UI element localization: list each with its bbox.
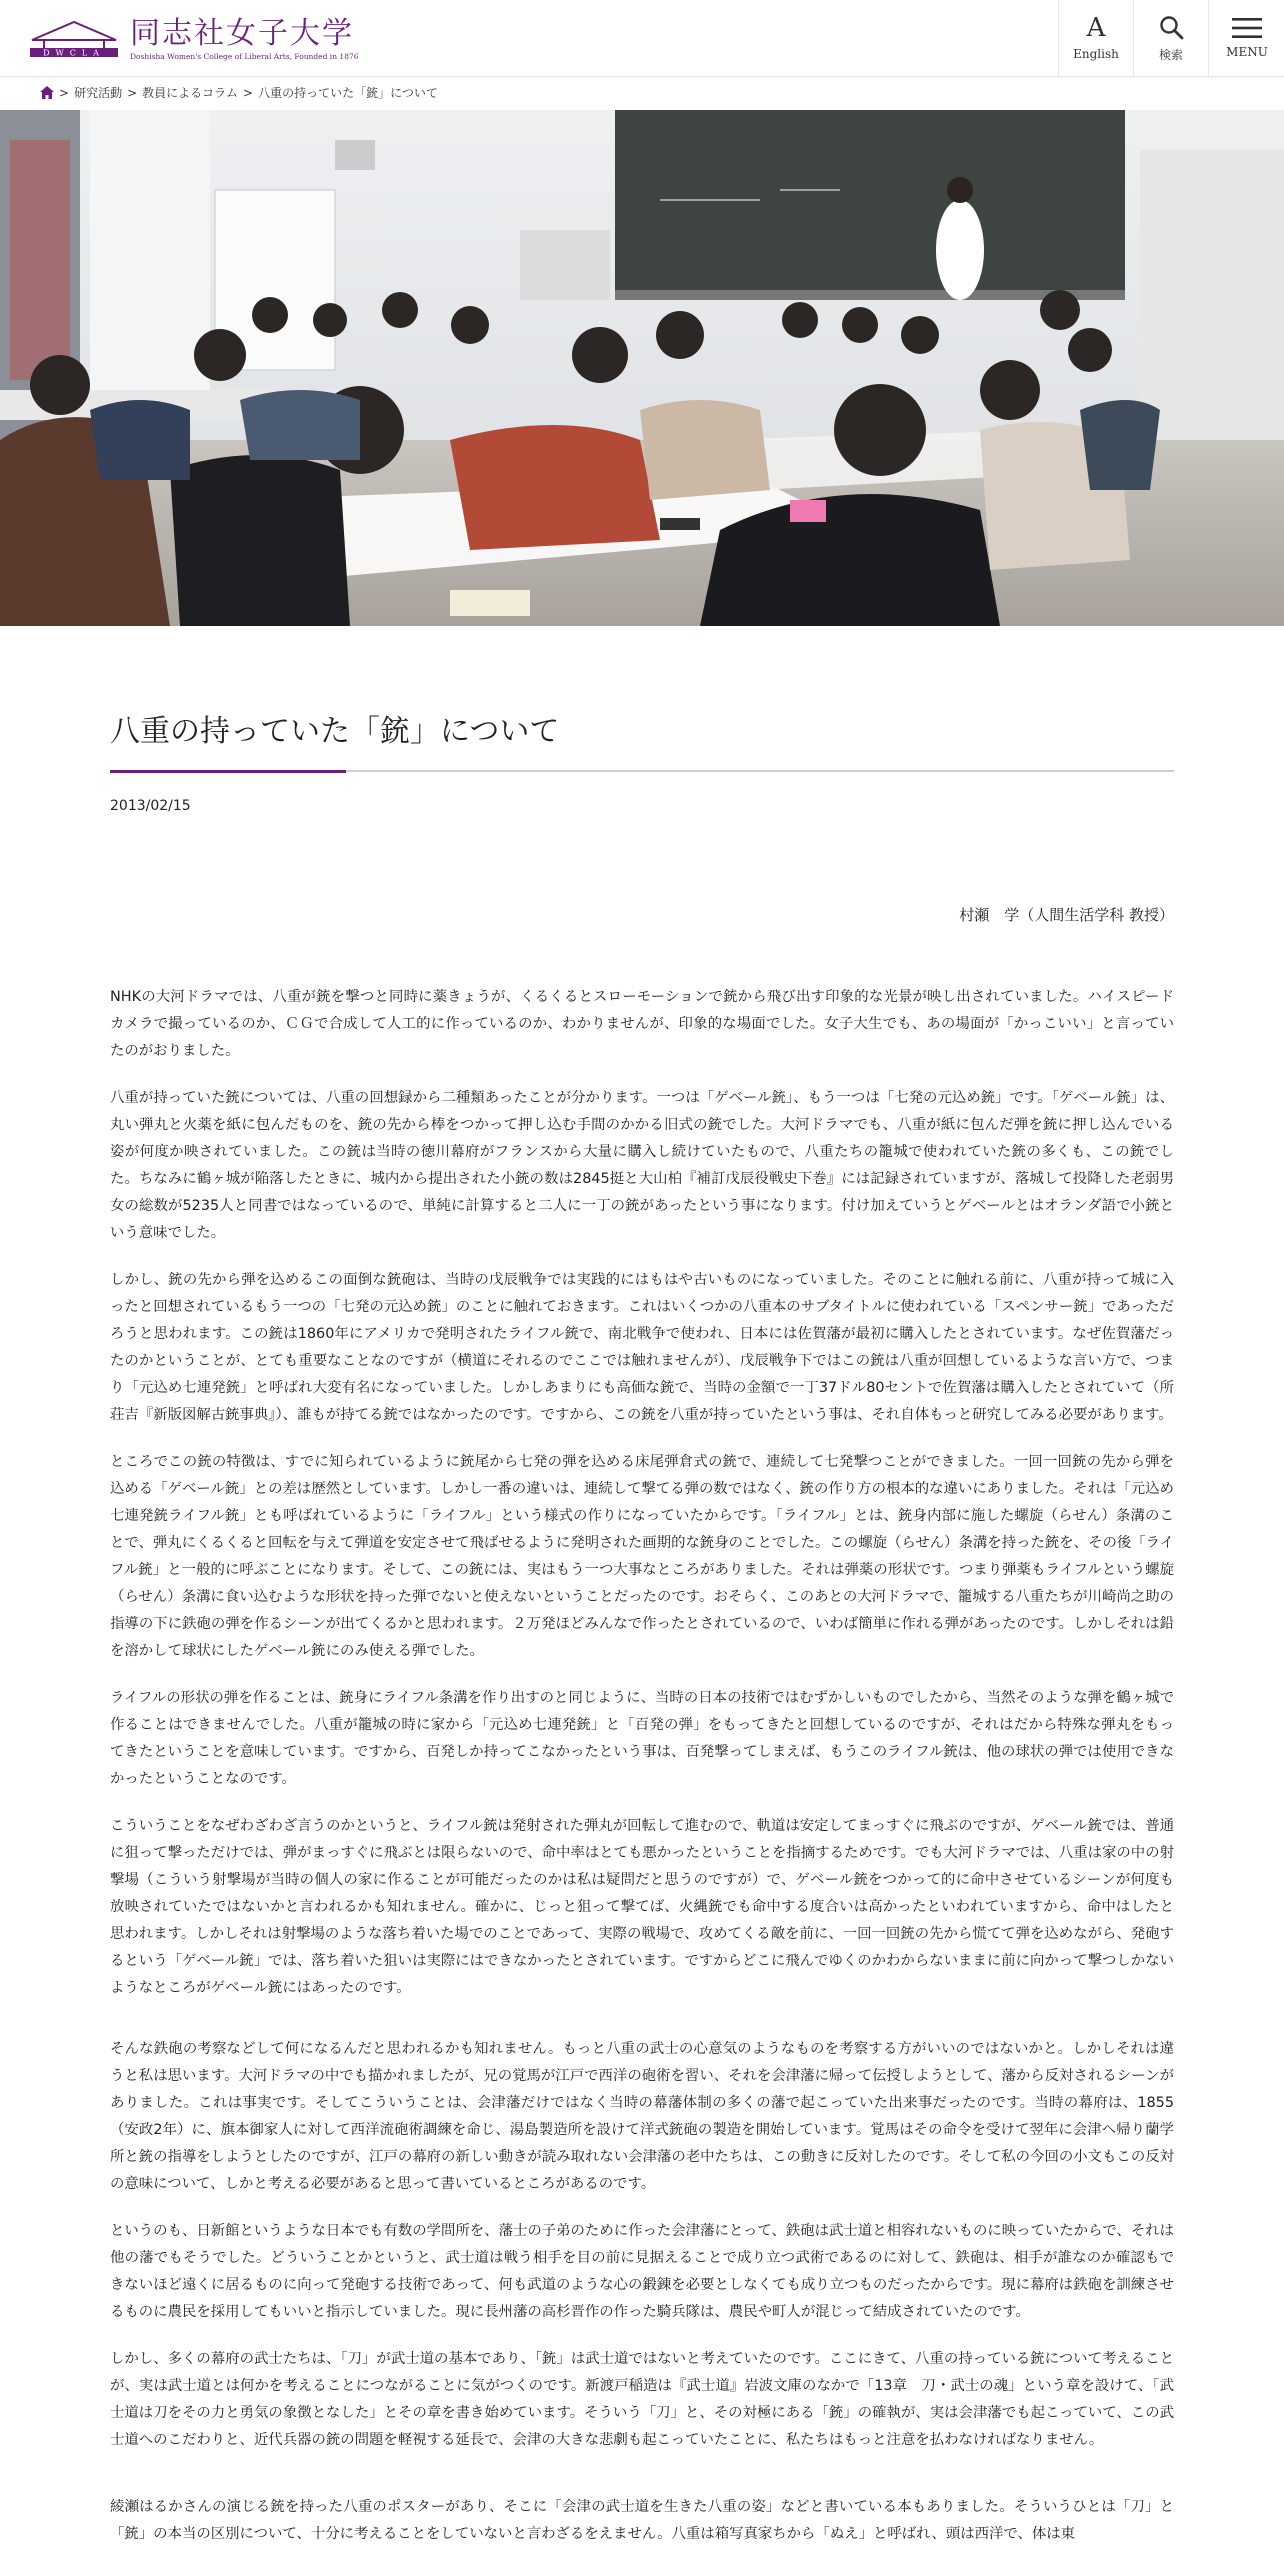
breadcrumb-separator: > — [59, 85, 70, 100]
page-title: 八重の持っていた「銃」について — [110, 714, 560, 749]
search-button[interactable] — [1133, 0, 1208, 76]
site-header — [0, 0, 1284, 77]
logo-subtitle: Doshisha Women's College of Liberal Arts, Founded in 1876 — [130, 52, 359, 61]
article-paragraph: しかし、銃の先から弾を込めるこの面倒な銃砲は、当時の戊辰戦争では実践的にはもはや古いものになっていました。そのことに触れる前に、八重が持って城に入ったと回想されているもう一つの「七発の元込め銃」のことに触れておきます。これはいくつかの八重本のサブタイトルに使われている「スペンサー銃」であっただろうと思われます。この銃は1860年にアメリカで発明されたライフル銃で、南北戦争で使われ、日本には佐賀藩が最初に購入したとされています。なぜ佐賀藩だったのかということが、とても重要なことなのですが（横道にそれるのでここでは触れませんが）、戊辰戦争下ではこの銃は八重が回想しているような言い方で、つまり「元込め七連発銃」と呼ばれ大変有名になっていました。しかしあまりにも高価な銃で、当時の金額で一丁37ドル80セントで佐賀藩は購入したとされていて（所荘吉『新版図解古銃事典』）、誰もが持てる銃ではなかったのです。ですから、この銃を八重が持っていたという事は、それ自体もっと研究してみる必要があります。 — [110, 1272, 1174, 1423]
site-logo[interactable] — [28, 18, 359, 61]
breadcrumb-item-current: 八重の持っていた「銃」について — [258, 86, 438, 100]
logo-name: 同志社女子大学 — [130, 16, 354, 51]
article-paragraph: 八重が持っていた銃については、八重の回想録から二種類あったことが分かります。一つは「ゲベール銃」、もう一つは「七発の元込め銃」です。「ゲベール銃」は、丸い弾丸と火薬を紙に包んだものを、銃の先から棒をつかって押し込む手間のかかる旧式の銃でした。大河ドラマでも、八重が紙に包んだ弾を銃に押し込んでいる姿が何度か映されていました。この銃は当時の徳川幕府がフランスから大量に購入し続けていたもので、八重たちの籠城で使われていた銃の多くも、この銃でした。ちなみに鶴ヶ城が陥落したときに、城内から提出された小銃の数は2845挺と大山柏『補訂戊辰役戦史下巻』には記録されていますが、落城して投降した老弱男女の総数が5235人と同書ではなっているので、単純に計算すると二人に一丁の銃があったという事になります。付け加えていうとゲベールとはオランダ語で小銃という意味でした。 — [110, 1090, 1174, 1241]
article-paragraph: ところでこの銃の特徴は、すでに知られているように銃尾から七発の弾を込める床尾弾倉式の銃で、連続して七発撃つことができました。一回一回銃の先から弾を込める「ゲベール銃」との差は歴然としています。しかし一番の違いは、連続して撃てる弾の数ではなく、銃の作り方の根本的な違いにありました。それは「元込め七連発銃ライフル銃」とも呼ばれているように「ライフル」という様式の作りになっていたからです。「ライフル」とは、銃身内部に施した螺旋（らせん）条溝のことで、弾丸にくるくると回転を与えて弾道を安定させて飛ばせるように発明された画期的な銃身のことでした。この螺旋（らせん）条溝を持った銃を、その後「ライフル銃」と一般的に呼ぶことになります。そして、この銃には、実はもう一つ大事なところがありました。それは弾薬の形状です。つまり弾薬もライフルという螺旋（らせん）条溝に食い込むような形状を持った弾でないと使えないということだったのです。おそらく、このあとの大河ドラマで、籠城する八重たちが川崎尚之助の指導の下に鉄砲の弾を作るシーンが出てくるかと思われます。２万発ほどみんなで作ったとされているので、いわば簡単に作れる弾があったのです。しかしそれは鉛を溶かして球状にしたゲベール銃にのみ使える弾でした。 — [110, 1454, 1174, 1659]
article-paragraph: ライフルの形状の弾を作ることは、銃身にライフル条溝を作り出すのと同じように、当時の日本の技術ではむずかしいものでしたから、当然そのような弾を鶴ヶ城で作ることはできませんでした。八重が籠城の時に家から「元込め七連発銃」と「百発の弾」をもってきたと回想しているのですが、それはだから特殊な弾丸をもってきたということを意味しています。ですから、百発しか持ってこなかったという事は、百発撃ってしまえば、もうこのライフル銃は、他の球状の弾では使用できなかったということなのです。 — [110, 1690, 1174, 1787]
breadcrumb-separator: > — [127, 85, 138, 100]
breadcrumb-separator: > — [243, 85, 254, 100]
article-paragraph: こういうことをなぜわざわざ言うのかというと、ライフル銃は発射された弾丸が回転して進むので、軌道は安定してまっすぐに飛ぶのですが、ゲベール銃では、普通に狙って撃っただけでは、弾がまっすぐに飛ぶとは限らないので、命中率はとても悪かったということを指摘するためです。でも大河ドラマでは、八重は家の中の射撃場（こういう射撃場が当時の個人の家に作ることが可能だったのかは私は疑問だと思うのですが）で、ゲベール銃をつかって的に命中させているシーンが何度も放映されていたではないかと言われるかも知れません。確かに、じっと狙って撃てば、火縄銃でも命中する度合いは高かったといわれていますから、命中はしたと思われます。しかしそれは射撃場のような落ち着いた場でのことであって、実際の戦場で、攻めてくる敵を前に、一回一回銃の先から慌てて弾を込めながら、発砲するという「ゲベール銃」では、落ち着いた狙いは実際にはできなかったとされています。ですからどこに飛んでゆくのかわからないままに前に向かって撃つしかないようなところがゲベール銃にはあったのです。 — [110, 1818, 1174, 1996]
english-label: English — [1073, 47, 1119, 61]
hamburger-menu-icon — [1232, 17, 1262, 39]
article-body — [110, 984, 1174, 2568]
english-button[interactable] — [1058, 0, 1133, 76]
menu-button[interactable] — [1208, 0, 1284, 76]
breadcrumb — [40, 84, 438, 101]
home-icon[interactable] — [40, 86, 54, 99]
article-paragraph: しかし、多くの幕府の武士たちは、「刀」が武士道の基本であり、「銃」は武士道ではないと考えていたのです。ここにきて、八重の持っている銃について考えることが、実は武士道とは何かを考えることにつながることに気がつくのです。新渡戸稲造は『武士道』岩波文庫のなかで「13章 刀・武士の魂」という章を設けて、「武士道は刀をその力と勇気の象徴となした」とその章を書き始めています。そういう「刀」と、その対極にある「銃」の確執が、実は会津藩でも起こっていて、この武士道へのこだわりと、近代兵器の銃の問題を軽視する延長で、会津の大きな悲劇も起こっていたことに、私たちはもっと注意を払わなければなりません。 — [110, 2351, 1174, 2448]
article-paragraph: NHKの大河ドラマでは、八重が銃を撃つと同時に薬きょうが、くるくるとスローモーションで銃から飛び出す印象的な光景が映し出されていました。ハイスピードカメラで撮っているのか、ＣＧで合成して人工的に作っているのか、わかりませんが、印象的な場面でした。女子大生でも、あの場面が「かっこいい」と言っていたのがおりました。 — [110, 989, 1174, 1059]
title-divider-accent — [110, 770, 346, 773]
article-paragraph: 綾瀬はるかさんの演じる銃を持った八重のポスターがあり、そこに「会津の武士道を生きた八重の姿」などと書いている本もありました。そういうひとは「刀」と「銃」の本当の区別について、十分に考えることをしていないと言わざるをえません。八重は箱写真家ちから「ぬえ」と呼ばれ、頭は西洋で、体は東 — [110, 2499, 1174, 2542]
search-label: 検索 — [1158, 47, 1183, 62]
publish-date: 2013/02/15 — [110, 798, 191, 814]
article-paragraph: というのも、日新館というような日本でも有数の学問所を、藩士の子弟のために作った会津藩にとって、鉄砲は武士道と相容れないものに映っていたからで、それは他の藩でもそうでした。どういうことかというと、武士道は戦う相手を目の前に見据えることで成り立つ武術であるのに対して、鉄砲は、相手が誰なのか確認もできないほど遠くに居るものに向って発砲する技術であって、何も武道のような心の鍛錬を必要としなくても成り立つものだったからです。現に幕府は鉄砲を訓練させるものに農民を採用してもいいと指示していました。現に長州藩の高杉晋作の作った騎兵隊は、農民や町人が混じって結成されていたのです。 — [110, 2223, 1174, 2320]
article-paragraph: そんな鉄砲の考察などして何になるんだと思われるかも知れません。もっと八重の武士の心意気のようなものを考察する方がいいのではないかと。しかしそれは違うと私は思います。大河ドラマの中でも描かれましたが、兄の覚馬が江戸で西洋の砲術を習い、それを会津藩に帰って伝授しようとして、藩から反対されるシーンがありました。これは事実です。そしてこういうことは、会津藩だけではなく当時の幕藩体制の多くの藩で起こっていた出来事だったのです。当時の幕府は、1855（安政2年）に、旗本御家人に対して西洋流砲術調練を命じ、湯島製造所を設けて洋式銃砲の製造を開始しています。覚馬はその命令を受けて翌年に会津へ帰り蘭学所と銃の指導をしようとしたのですが、江戸の幕府の新しい動きが読み取れない会津藩の老中たちは、この動きに反対したのです。そして私の今回の小文もこの反対の意味について、しかと考える必要があると思って書いているところがあるのです。 — [110, 2041, 1174, 2192]
hero-image — [0, 110, 1284, 626]
search-icon — [1158, 14, 1184, 40]
dwcla-emblem-icon — [28, 18, 120, 58]
logo-letters: DWCLA — [43, 48, 105, 58]
breadcrumb-item-column[interactable]: 教員によるコラム — [142, 86, 239, 100]
menu-label: MENU — [1226, 45, 1268, 59]
author-name: 村瀬 学（人間生活学科 教授） — [959, 906, 1174, 924]
letter-a-icon: A — [1086, 13, 1106, 43]
classroom-photo — [0, 110, 1284, 626]
breadcrumb-item-research[interactable]: 研究活動 — [74, 86, 123, 100]
